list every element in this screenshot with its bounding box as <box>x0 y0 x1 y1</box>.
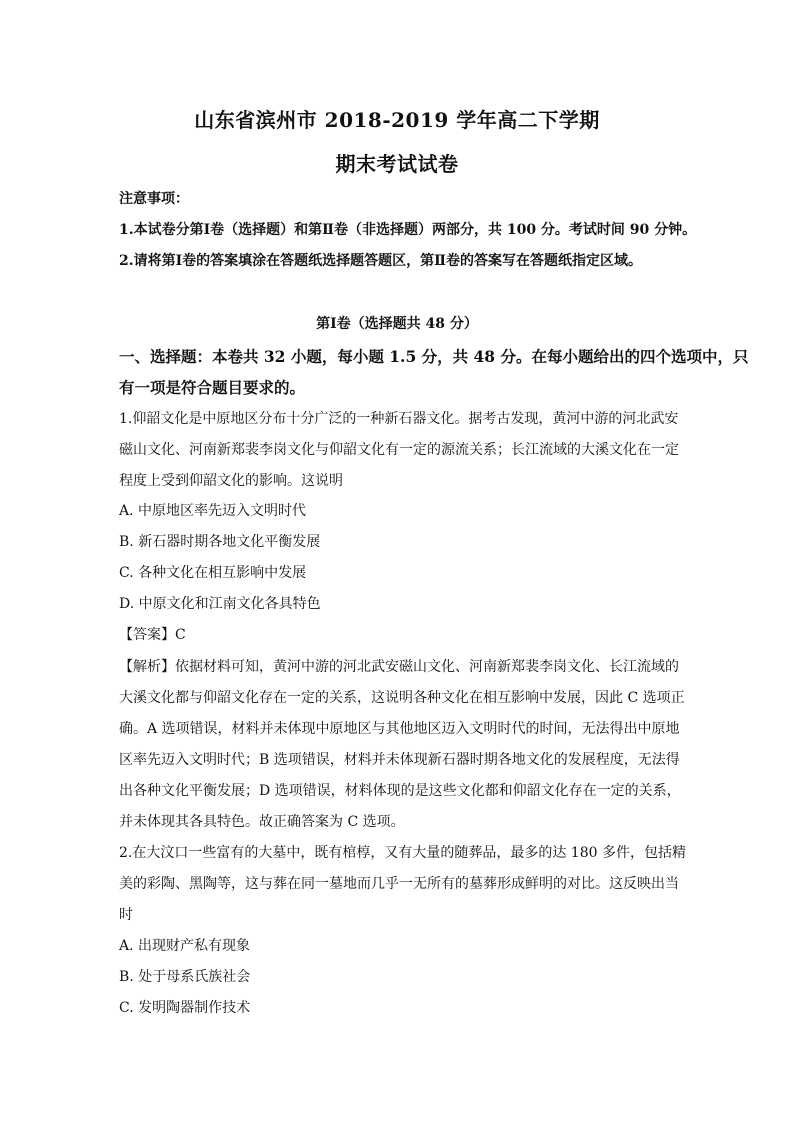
q1-stem-line-3: 程度上受到仰韶文化的影响。这说明 <box>119 473 343 489</box>
q1-option-d: D. 中原文化和江南文化各具特色 <box>119 596 321 612</box>
q1-analysis-line-3: 确。A 选项错误，材料并未体现中原地区与其他地区迈入文明时代的时间，无法得出中原地 <box>119 721 680 737</box>
q1-analysis-line-2: 大溪文化都与仰韶文化存在一定的关系，这说明各种文化在相互影响中发展，因此 C 选项正 <box>119 690 685 706</box>
q2-option-b: B. 处于母系氏族社会 <box>119 969 251 985</box>
notice-item-1: 1.本试卷分第Ⅰ卷（选择题）和第Ⅱ卷（非选择题）两部分，共 100 分。考试时间 90 分钟。 <box>119 222 697 238</box>
notice-heading: 注意事项： <box>119 191 189 207</box>
exam-title: 山东省滨州市 2018-2019 学年高二下学期 <box>194 108 600 132</box>
q2-option-a: A. 出现财产私有现象 <box>119 938 251 954</box>
q1-analysis-line-5: 出各种文化平衡发展；D 选项错误，材料体现的是这些文化都和仰韶文化存在一定的关系， <box>119 783 681 799</box>
q1-analysis-line-6: 并未体现其各具特色。故正确答案为 C 选项。 <box>119 814 405 830</box>
section-intro-line-1: 一、选择题：本卷共 32 小题，每小题 1.5 分，共 48 分。在每小题给出的四个选项中，只 <box>119 347 749 366</box>
q2-stem-line-3: 时 <box>119 907 133 923</box>
q1-option-b: B. 新石器时期各地文化平衡发展 <box>119 534 321 550</box>
q2-option-c: C. 发明陶器制作技术 <box>119 1000 251 1016</box>
section-intro-line-2: 有一项是符合题目要求的。 <box>119 378 306 397</box>
q1-stem-line-1: 1.仰韶文化是中原地区分布十分广泛的一种新石器文化。据考古发现，黄河中游的河北武安 <box>119 411 679 427</box>
q1-option-c: C. 各种文化在相互影响中发展 <box>119 565 307 581</box>
q1-analysis-line-1: 【解析】依据材料可知，黄河中游的河北武安磁山文化、河南新郑裴李岗文化、长江流域的 <box>119 659 679 675</box>
q1-answer: 【答案】C <box>119 627 186 643</box>
section-title: 第Ⅰ卷（选择题共 48 分） <box>316 316 478 332</box>
q2-stem-line-1: 2.在大汶口一些富有的大墓中，既有棺椁，又有大量的随葬品，最多的达 180 多件，包括精 <box>119 845 686 861</box>
q2-stem-line-2: 美的彩陶、黑陶等，这与葬在同一墓地而几乎一无所有的墓葬形成鲜明的对比。这反映出当 <box>119 876 679 892</box>
q1-stem-line-2: 磁山文化、河南新郑裴李岗文化与仰韶文化有一定的源流关系；长江流域的大溪文化在一定 <box>119 442 679 458</box>
exam-subtitle: 期末考试试卷 <box>335 152 459 176</box>
notice-item-2: 2.请将第Ⅰ卷的答案填涂在答题纸选择题答题区，第Ⅱ卷的答案写在答题纸指定区域。 <box>119 253 642 269</box>
q1-analysis-line-4: 区率先迈入文明时代；B 选项错误，材料并未体现新石器时期各地文化的发展程度，无法得 <box>119 752 680 768</box>
q1-option-a: A. 中原地区率先迈入文明时代 <box>119 503 307 519</box>
